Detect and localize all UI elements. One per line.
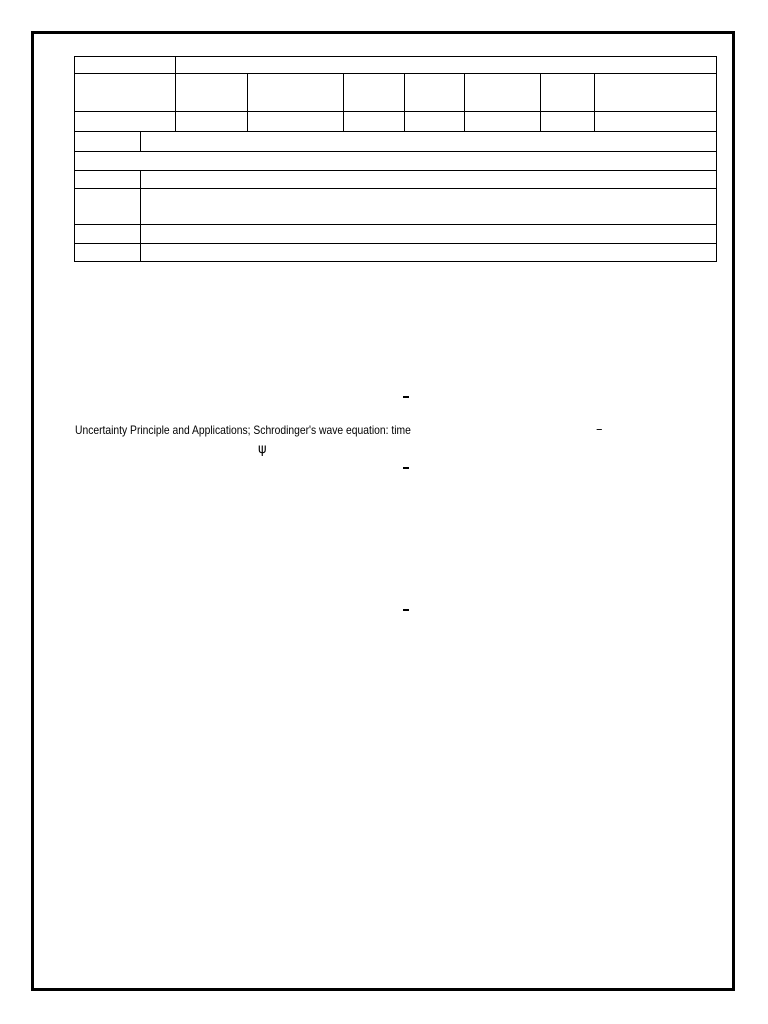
table-cell xyxy=(140,224,717,244)
table-cell xyxy=(140,243,717,262)
table-cell xyxy=(74,170,141,189)
syllabus-text-line: Uncertainty Principle and Applications; Schrodinger's wave equation: time xyxy=(75,423,411,437)
table-cell xyxy=(540,111,595,132)
dash-mark xyxy=(403,609,409,611)
table-cell xyxy=(74,111,176,132)
table-cell xyxy=(247,73,344,112)
table-cell xyxy=(74,188,141,225)
table-cell xyxy=(140,170,717,189)
table-cell xyxy=(74,151,717,171)
table-cell xyxy=(74,243,141,262)
table-cell xyxy=(594,73,717,112)
dash-mark xyxy=(403,396,409,398)
table-cell xyxy=(343,111,405,132)
table-cell xyxy=(74,73,176,112)
table-cell xyxy=(540,73,595,112)
table-cell xyxy=(74,56,176,74)
psi-symbol: ψ xyxy=(258,442,267,457)
table-cell xyxy=(404,111,465,132)
table-cell xyxy=(175,111,248,132)
table-cell xyxy=(404,73,465,112)
table-cell xyxy=(74,131,141,152)
table-cell xyxy=(464,111,541,132)
table-cell xyxy=(343,73,405,112)
table-cell xyxy=(594,111,717,132)
dash-mark xyxy=(403,467,409,469)
table-cell xyxy=(247,111,344,132)
course-details-table xyxy=(74,56,717,262)
table-cell xyxy=(140,188,717,225)
table-cell xyxy=(74,224,141,244)
table-cell xyxy=(175,56,717,74)
en-dash-mark: – xyxy=(596,422,603,437)
table-cell xyxy=(175,73,248,112)
table-cell xyxy=(464,73,541,112)
table-cell xyxy=(140,131,717,152)
